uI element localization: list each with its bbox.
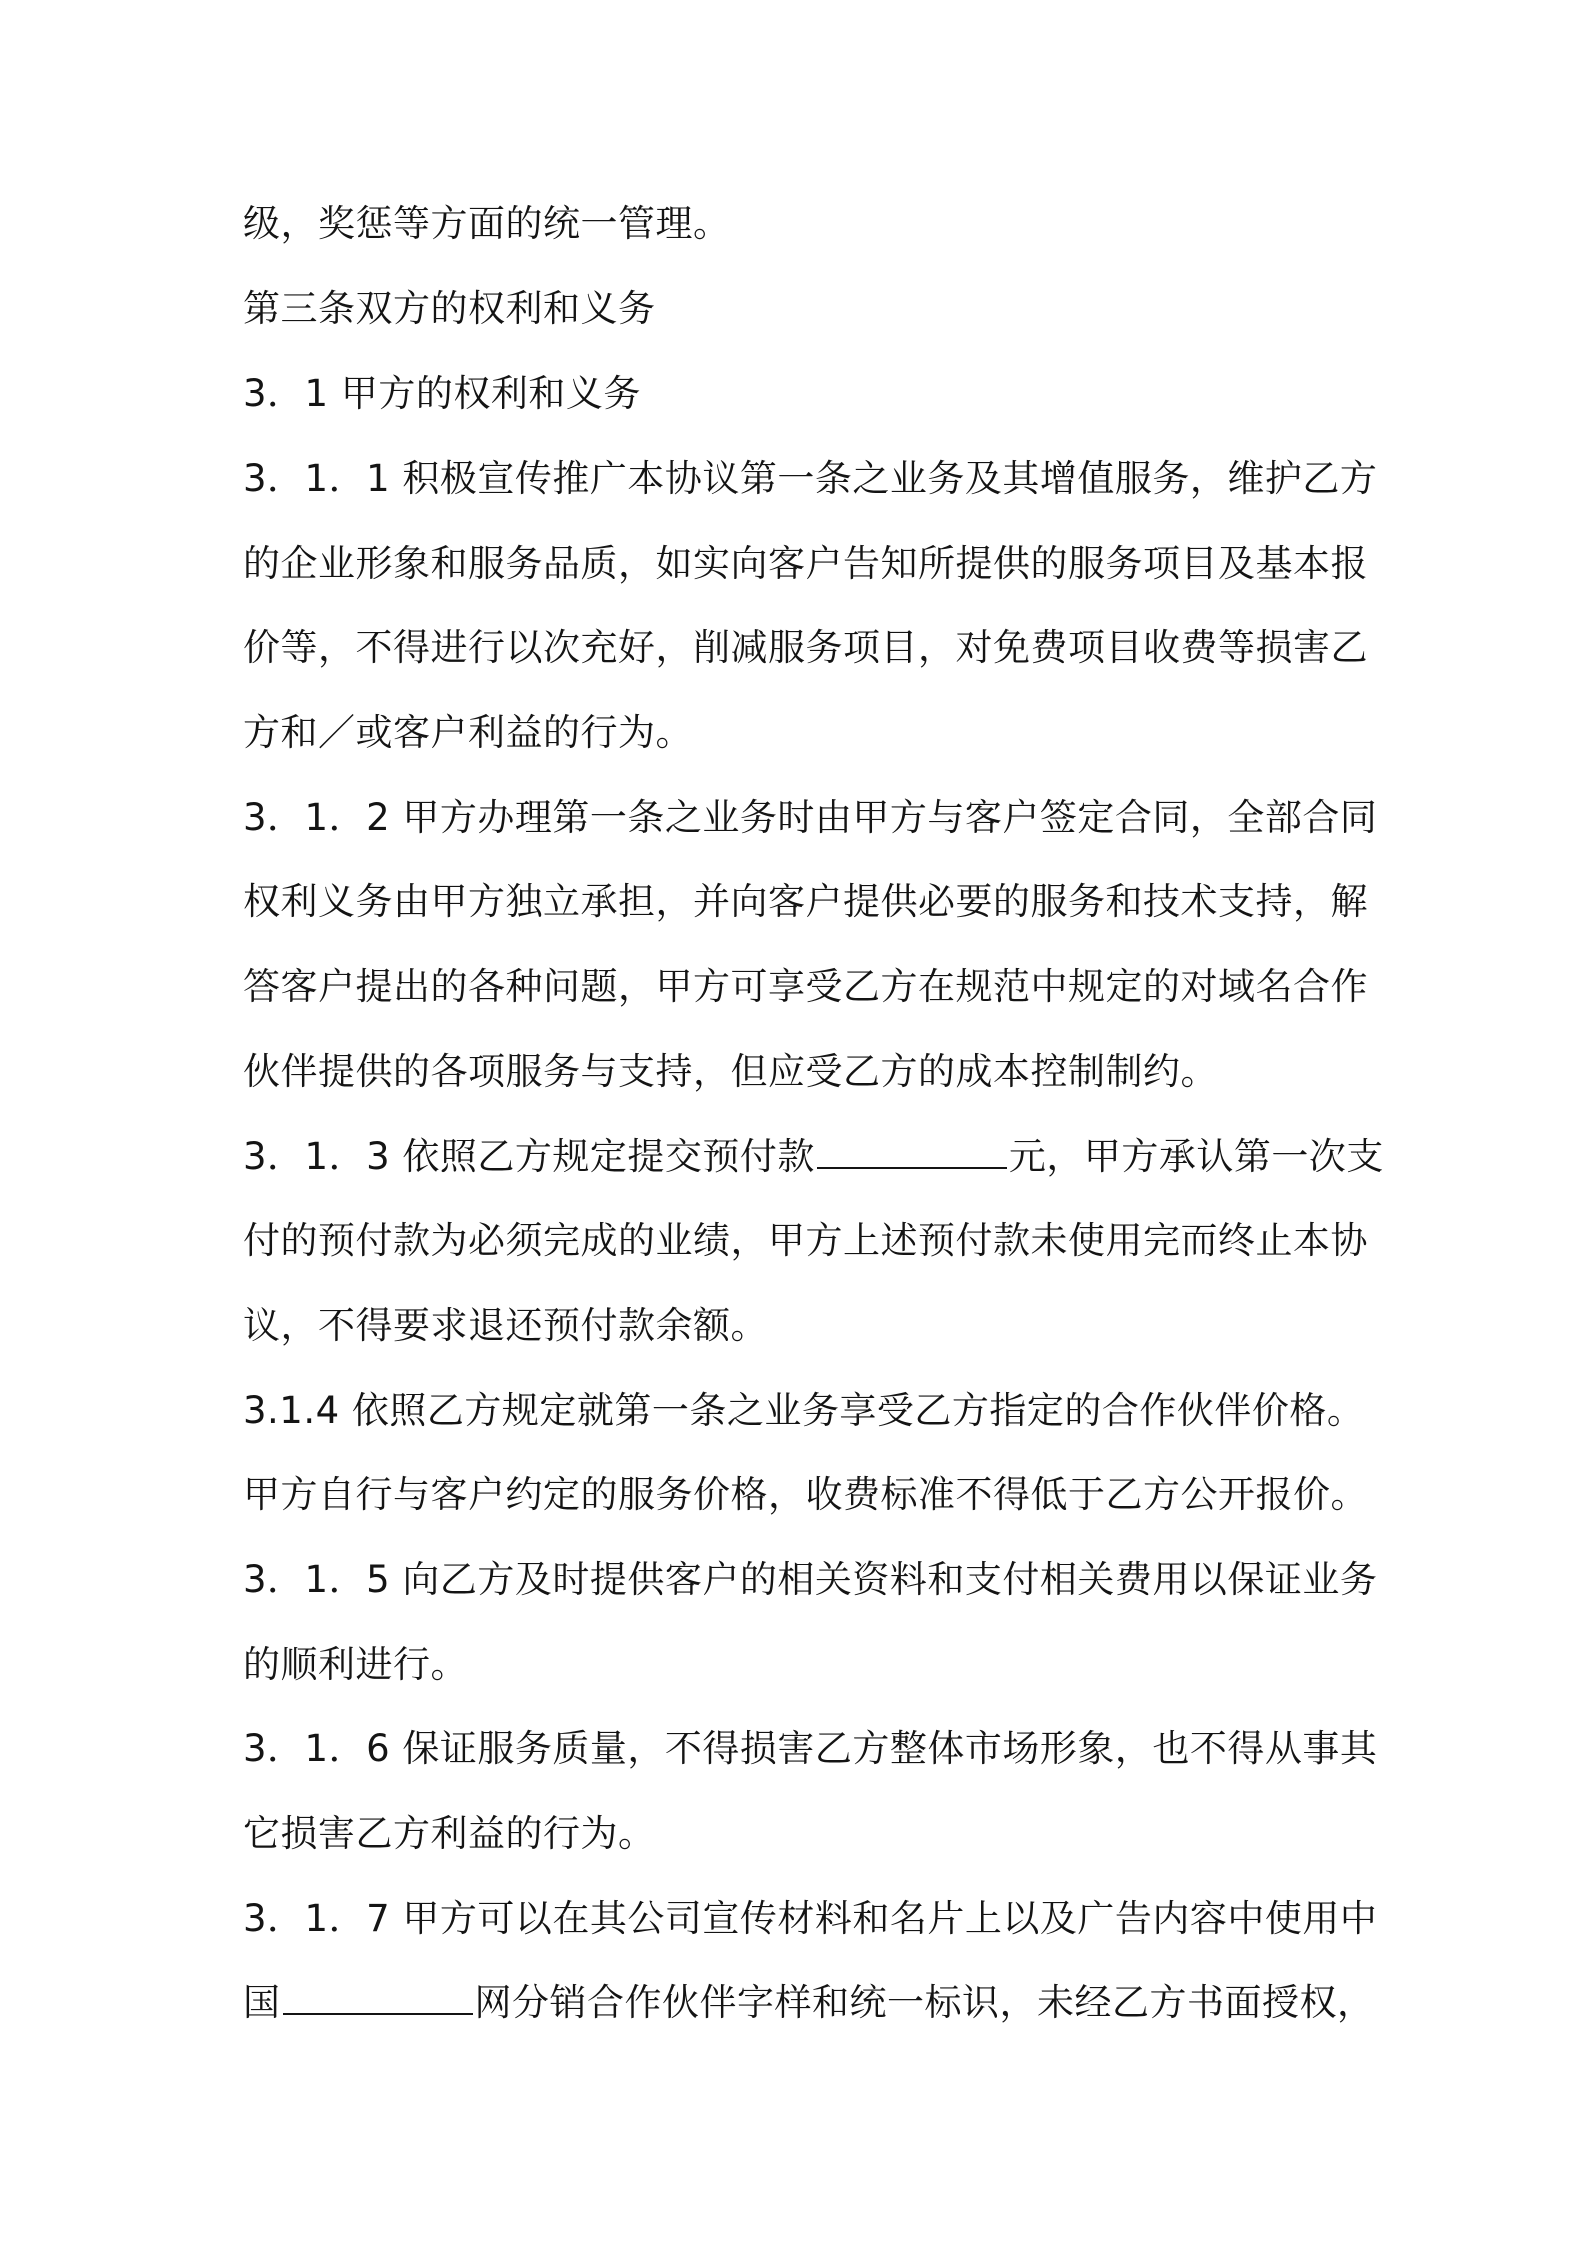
clause-3-1-5: 3．1．5 向乙方及时提供客户的相关资料和支付相关费用以保证业务 [243, 1558, 1378, 1601]
clause-3-1-7: 3．1．7 甲方可以在其公司宣传材料和名片上以及广告内容中使用中 [243, 1897, 1378, 1940]
clause-3-1-7-text-b: 网分销合作伙伴字样和统一标识，未经乙方书面授权， [474, 1981, 1375, 2024]
text-line: 的企业形象和服务品质，如实向客户告知所提供的服务项目及基本报 [243, 542, 1368, 585]
text-line: 答客户提出的各种问题，甲方可享受乙方在规范中规定的对域名合作 [243, 965, 1368, 1008]
text-line [243, 1979, 1375, 2027]
text-line: 级，奖惩等方面的统一管理。 [243, 202, 731, 245]
section-heading: 第三条双方的权利和义务 [243, 287, 656, 330]
text-line: 价等，不得进行以次充好，削减服务项目，对免费项目收费等损害乙 [243, 626, 1368, 669]
clause-3-1-4: 3.1.4 依照乙方规定就第一条之业务享受乙方指定的合作伙伴价格。 [243, 1389, 1365, 1432]
clause-3-1-1: 3．1．1 积极宣传推广本协议第一条之业务及其增值服务，维护乙方 [243, 457, 1378, 500]
clause-3-1-3-text-a: 3．1．3 依照乙方规定提交预付款 [243, 1135, 815, 1178]
prepayment-blank [817, 1133, 1007, 1169]
clause-3-1-7-text-a: 国 [243, 1981, 281, 2024]
text-line: 权利义务由甲方独立承担，并向客户提供必要的服务和技术支持，解 [243, 880, 1368, 923]
clause-3-1-3-text-b: 元，甲方承认第一次支 [1008, 1135, 1384, 1178]
clause-3-1-6: 3．1．6 保证服务质量，不得损害乙方整体市场形象，也不得从事其 [243, 1727, 1378, 1770]
text-line: 议，不得要求退还预付款余额。 [243, 1304, 768, 1347]
clause-3-1-2: 3．1．2 甲方办理第一条之业务时由甲方与客户签定合同，全部合同 [243, 796, 1378, 839]
clause-3-1-3 [243, 1133, 1384, 1181]
domain-blank [283, 1979, 473, 2015]
text-line: 付的预付款为必须完成的业绩，甲方上述预付款未使用完而终止本协 [243, 1219, 1368, 1262]
subsection-heading: 3．1 甲方的权利和义务 [243, 372, 641, 415]
text-line: 方和／或客户利益的行为。 [243, 711, 693, 754]
text-line: 伙伴提供的各项服务与支持，但应受乙方的成本控制制约。 [243, 1050, 1218, 1093]
text-line: 它损害乙方利益的行为。 [243, 1812, 656, 1855]
text-line: 甲方自行与客户约定的服务价格，收费标准不得低于乙方公开报价。 [243, 1473, 1368, 1516]
text-line: 的顺利进行。 [243, 1643, 468, 1686]
